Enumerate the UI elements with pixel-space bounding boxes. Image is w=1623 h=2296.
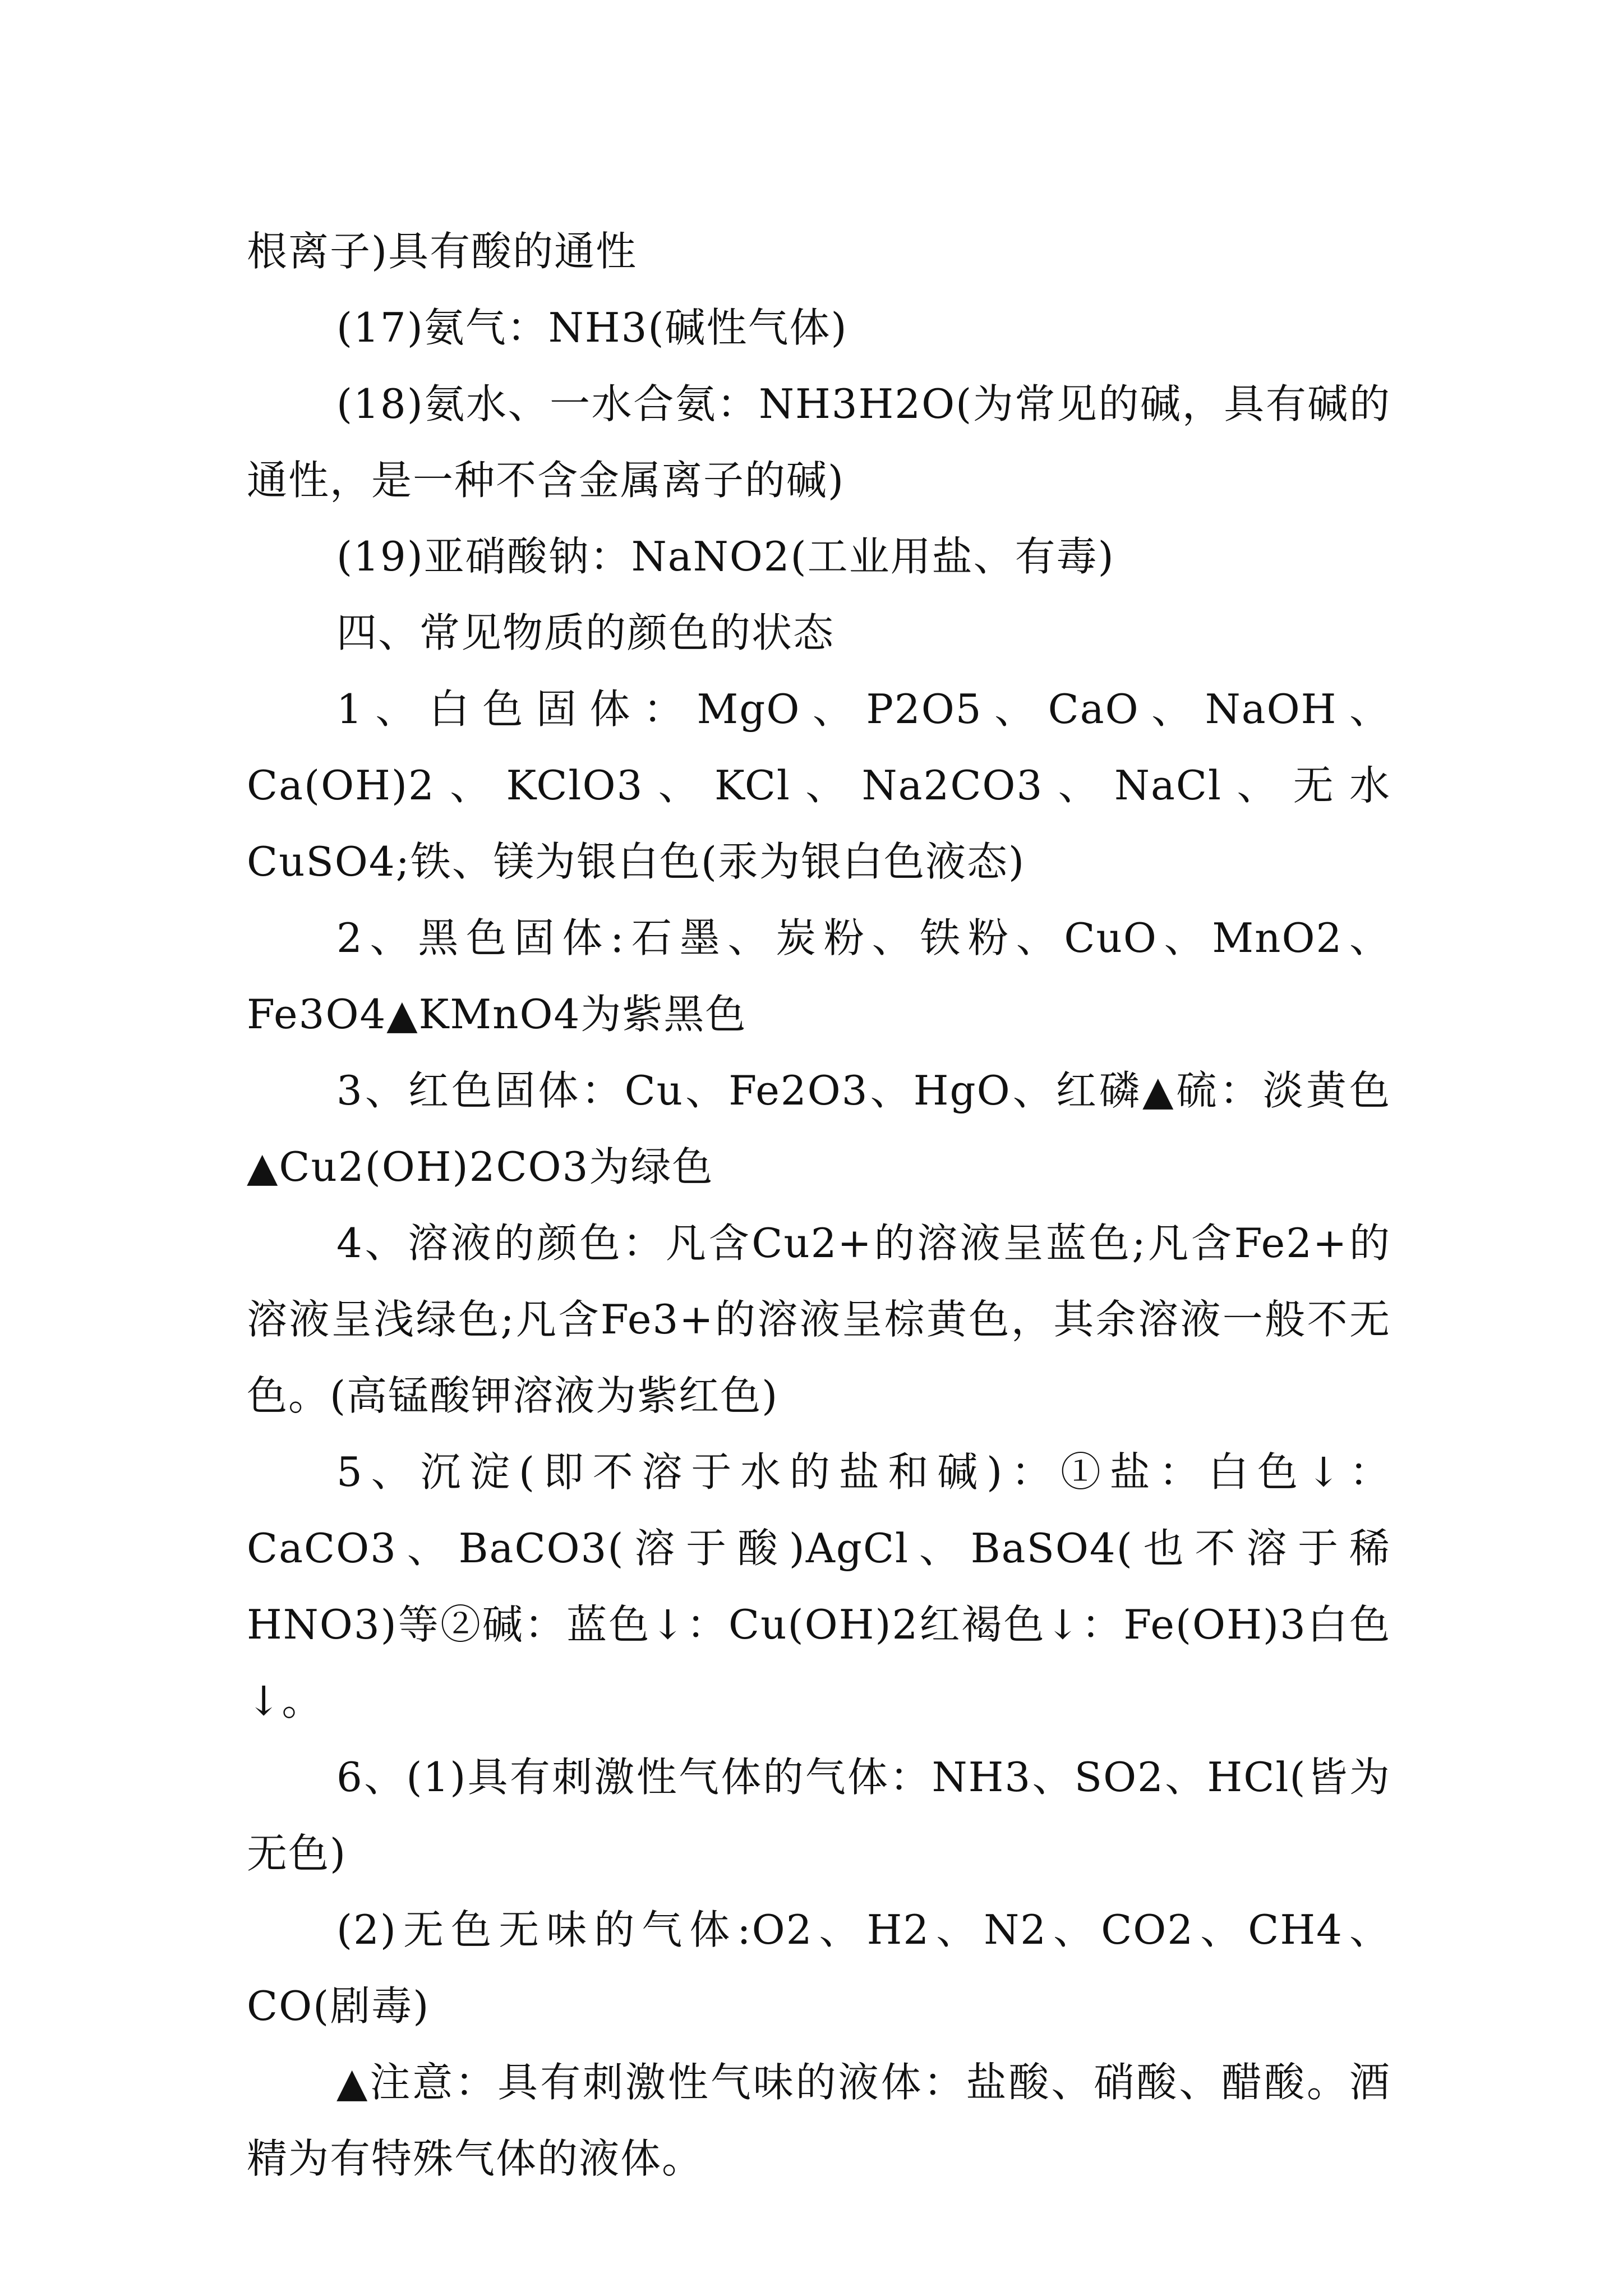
paragraph-3: (18)氨水、一水合氨：NH3H2O(为常见的碱，具有碱的通性，是一种不含金属离子的碱) bbox=[247, 380, 1391, 504]
paragraph-10: 5、沉淀(即不溶于水的盐和碱)：①盐：白色↓：CaCO3、BaCO3(溶于酸)AgCl、BaSO4(也不溶于稀HNO3)等②碱：蓝色↓：Cu(OH)2红褐色↓：Fe(OH)3白色↓。 bbox=[247, 1448, 1391, 1724]
paragraph-11: 6、(1)具有刺激性气体的气体：NH3、SO2、HCl(皆为无色) bbox=[247, 1754, 1391, 1877]
document-body bbox=[247, 213, 1391, 2197]
paragraph-2: (17)氨气：NH3(碱性气体) bbox=[336, 304, 848, 351]
paragraph-12: (2)无色无味的气体:O2、H2、N2、CO2、CH4、CO(剧毒) bbox=[247, 1906, 1391, 2030]
paragraph-4: (19)亚硝酸钠：NaNO2(工业用盐、有毒) bbox=[336, 533, 1115, 580]
paragraph-13: ▲注意：具有刺激性气味的液体：盐酸、硝酸、醋酸。酒精为有特殊气体的液体。 bbox=[247, 2059, 1391, 2182]
paragraph-7: 2、黑色固体:石墨、炭粉、铁粉、CuO、MnO2、Fe3O4▲KMnO4为紫黑色 bbox=[247, 914, 1391, 1038]
paragraph-8: 3、红色固体：Cu、Fe2O3、HgO、红磷▲硫：淡黄色▲Cu2(OH)2CO3为绿色 bbox=[247, 1067, 1391, 1190]
section-heading: 四、常见物质的颜色的状态 bbox=[336, 609, 835, 656]
paragraph-1: 根离子)具有酸的通性 bbox=[247, 228, 638, 275]
paragraph-9: 4、溶液的颜色：凡含Cu2+的溶液呈蓝色;凡含Fe2+的溶液呈浅绿色;凡含Fe3+的溶液呈棕黄色，其余溶液一般不无色。(高锰酸钾溶液为紫红色) bbox=[247, 1220, 1391, 1419]
paragraph-6: 1、白色固体：MgO、P2O5、CaO、NaOH、Ca(OH)2、KClO3、KCl、Na2CO3、NaCl、无水CuSO4;铁、镁为银白色(汞为银白色液态) bbox=[247, 685, 1391, 885]
